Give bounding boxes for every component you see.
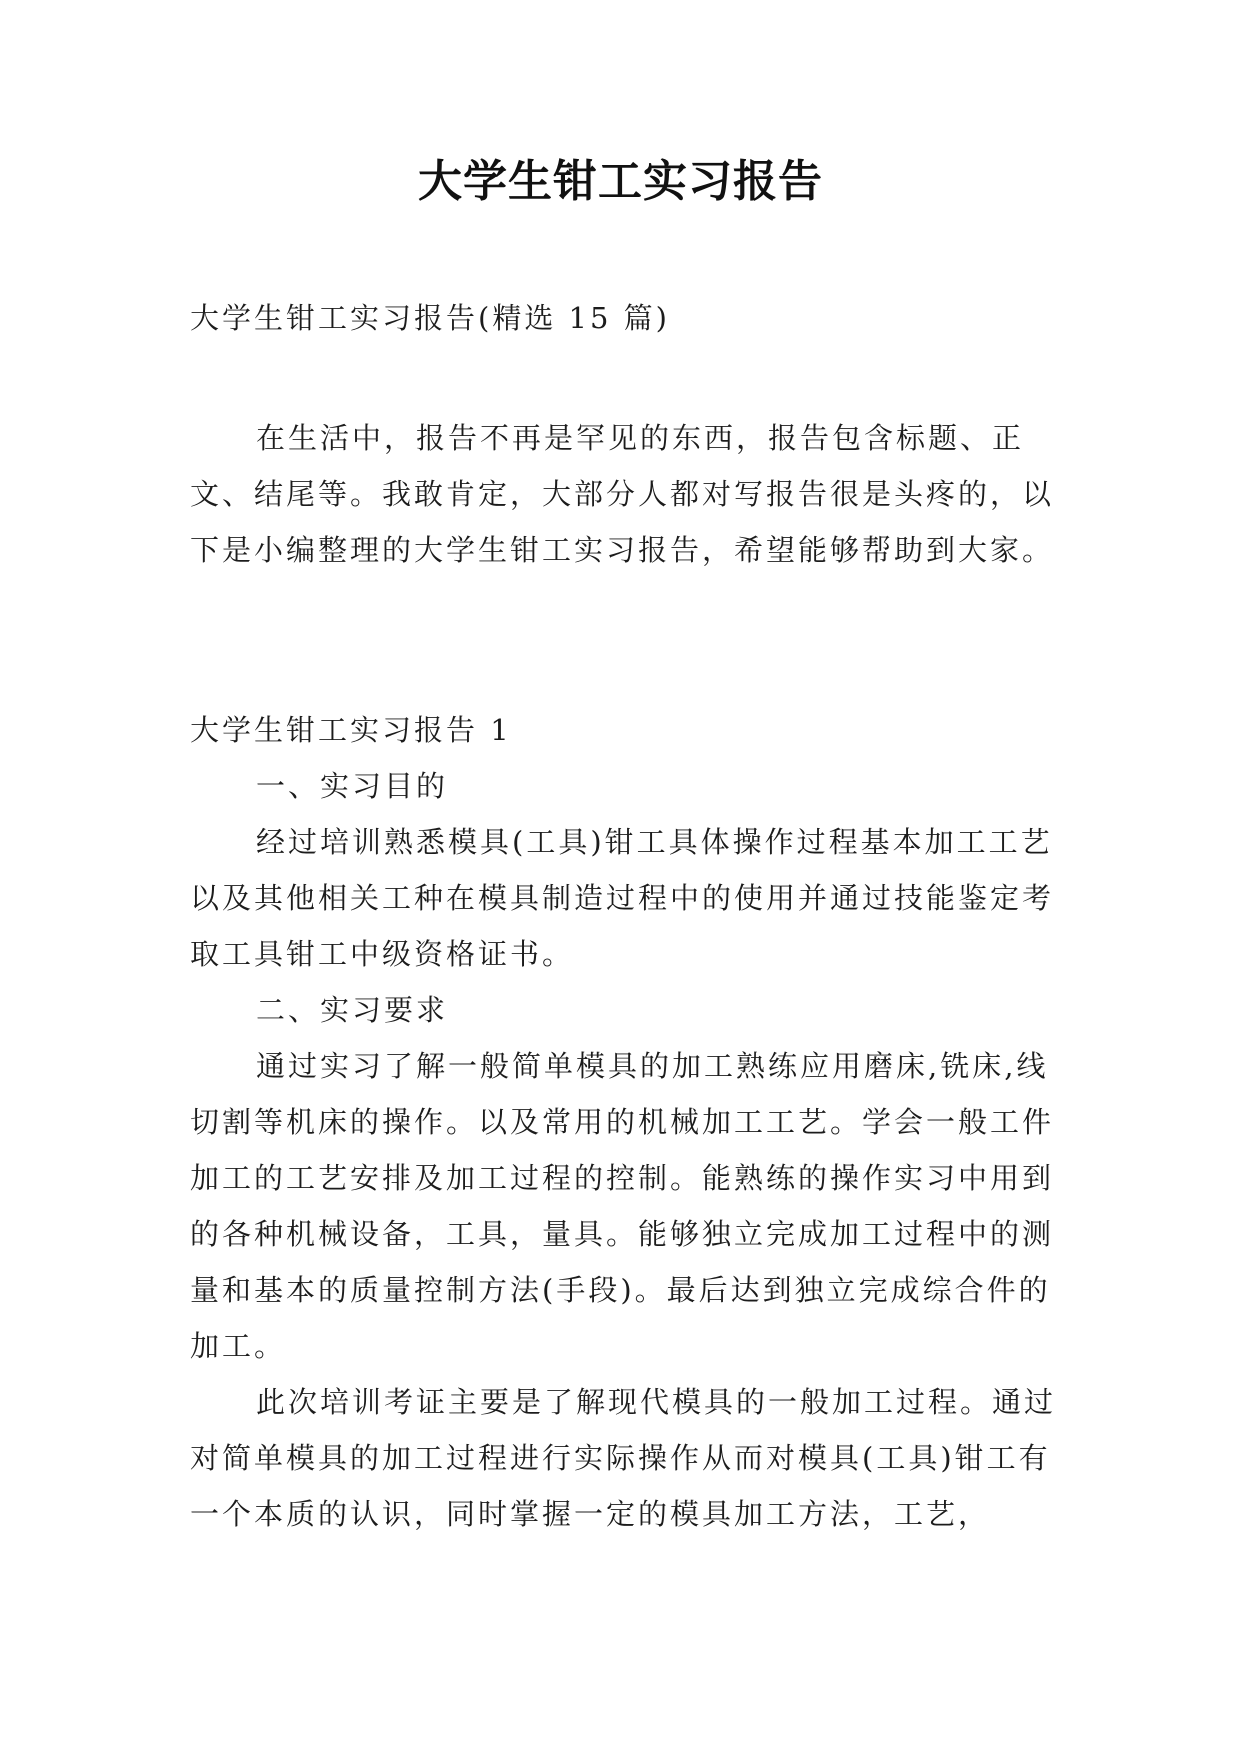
intro-paragraph: 在生活中，报告不再是罕见的东西，报告包含标题、正文、结尾等。我敢肯定，大部分人都对写报告很是头疼的，以下是小编整理的大学生钳工实习报告，希望能够帮助到大家。	[190, 421, 1055, 567]
section-heading: 大学生钳工实习报告 1	[190, 713, 512, 747]
document-title: 大学生钳工实习报告	[418, 156, 823, 207]
paragraph-internship-purpose: 经过培训熟悉模具(工具)钳工具体操作过程基本加工工艺以及其他相关工种在模具制造过程中的使用并通过技能鉴定考取工具钳工中级资格证书。	[190, 825, 1055, 971]
paragraph-internship-requirements: 通过实习了解一般简单模具的加工熟练应用磨床,铣床,线切割等机床的操作。以及常用的机械加工工艺。学会一般工件加工的工艺安排及加工过程的控制。能熟练的操作实习中用到的各种机械设备，工具，量具。能够独立完成加工过程中的测量和基本的质量控制方法(手段)。最后达到独立完成综合件的加工。	[190, 1049, 1055, 1363]
paragraph-training-summary: 此次培训考证主要是了解现代模具的一般加工过程。通过对简单模具的加工过程进行实际操作从而对模具(工具)钳工有一个本质的认识，同时掌握一定的模具加工方法，工艺，	[190, 1385, 1057, 1531]
heading-internship-requirements: 二、实习要求	[256, 993, 449, 1027]
heading-internship-purpose: 一、实习目的	[256, 769, 449, 803]
document-subtitle: 大学生钳工实习报告(精选 15 篇)	[190, 301, 670, 335]
